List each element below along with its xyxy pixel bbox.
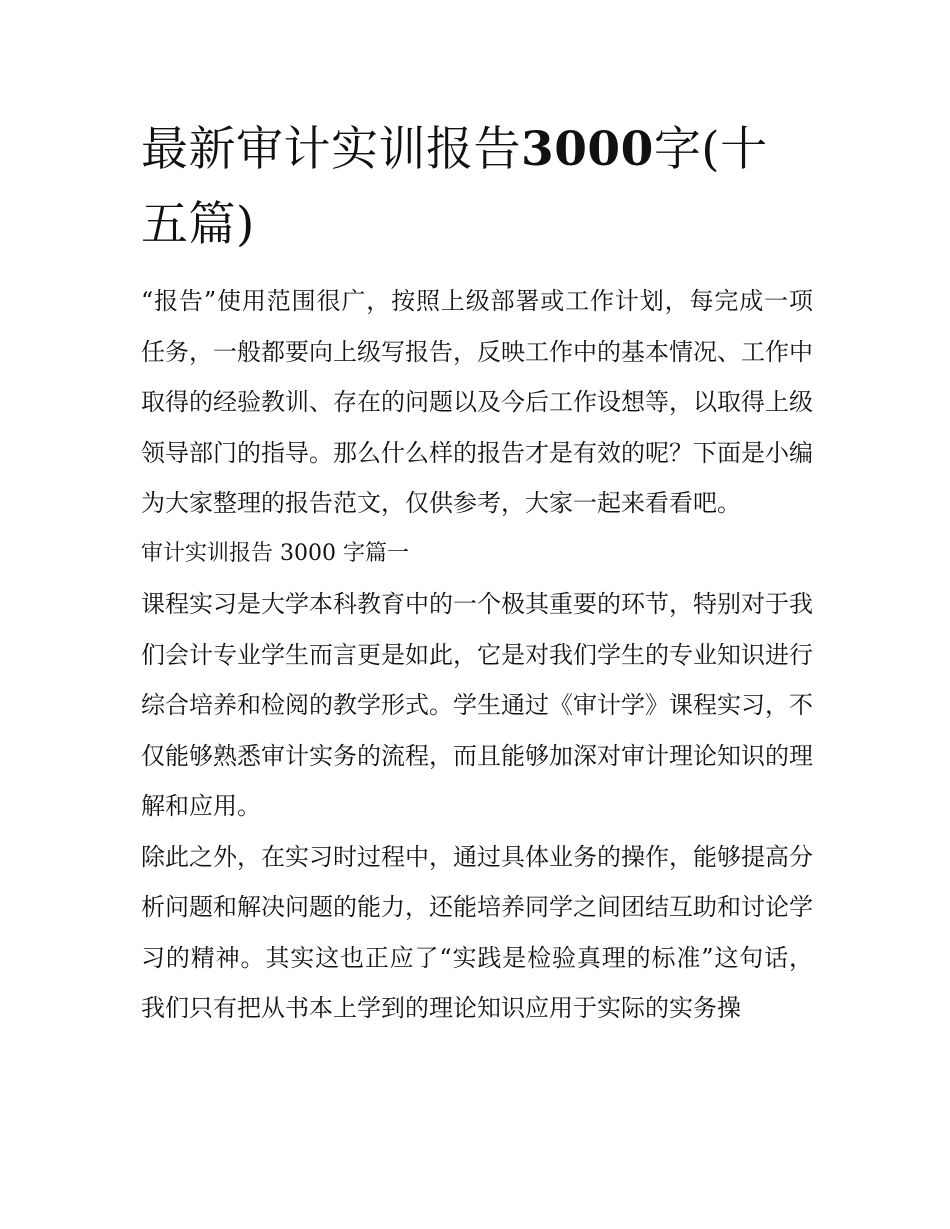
intro-paragraph: “报告”使用范围很广，按照上级部署或工作计划，每完成一项任务，一般都要向上级写报告，反映工作中的基本情况、工作中取得的经验教训、存在的问题以及今后工作设想等，以取得上级领导部门的指导。那么什么样的报告才是有效的呢？下面是小编为大家整理的报告范文，仅供参考，大家一起来看看吧。 xyxy=(141,287,813,517)
title-text-part1: 最新审计实训报告 xyxy=(141,122,521,177)
document-title xyxy=(141,112,813,262)
title-number: 3000 xyxy=(521,122,654,177)
document-content xyxy=(141,112,813,1034)
body-paragraph-2: 除此之外，在实习时过程中，通过具体业务的操作，能够提高分析问题和解决问题的能力，还能培养同学之间团结互助和讨论学习的精神。其实这也正应了“实践是检验真理的标准”这句话，我们只有把从书本上学到的理论知识应用于实际的实务操 xyxy=(141,842,813,1022)
section-heading: 审计实训报告 3000 字篇一 xyxy=(141,540,409,566)
title-text-part2: 字(十五篇) xyxy=(141,122,768,252)
body-paragraph-1: 课程实习是大学本科教育中的一个极其重要的环节，特别对于我们会计专业学生而言更是如此，它是对我们学生的专业知识进行综合培养和检阅的教学形式。学生通过《审计学》课程实习，不仅能够熟悉审计实务的流程，而且能够加深对审计理论知识的理解和应用。 xyxy=(141,590,813,820)
